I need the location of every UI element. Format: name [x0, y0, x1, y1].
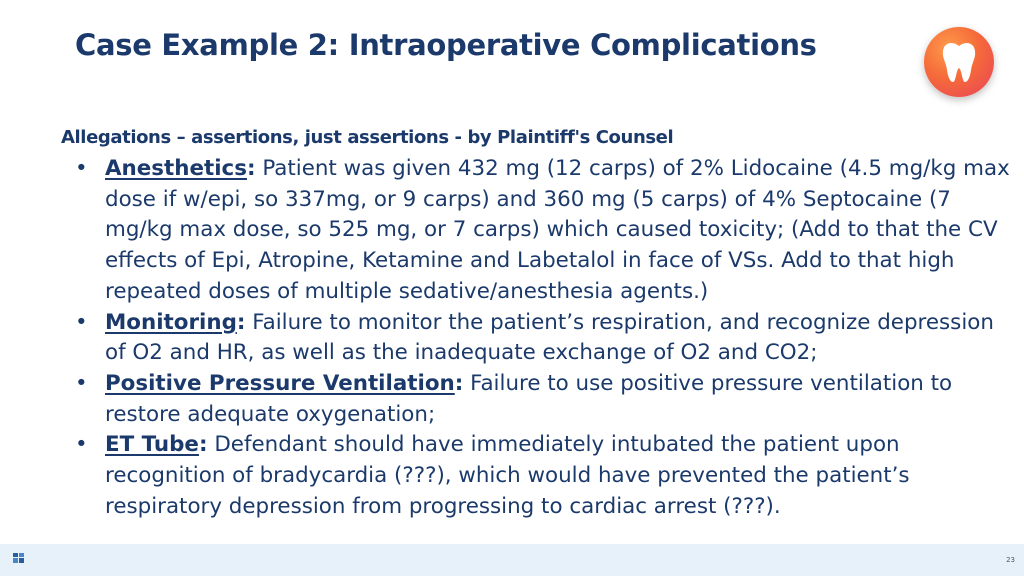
bullet-colon: :: [198, 432, 208, 458]
bullet-term: Positive Pressure Ventilation: [105, 370, 455, 396]
allegations-subheading: Allegations – assertions, just assertions - by Plaintiff's Counsel: [61, 127, 674, 148]
bullet-positive-pressure-ventilation: [75, 369, 1015, 430]
bullet-text: Failure to monitor the patient’s respiration, and recognize depression of O2 and HR, as well as the inadequate exchange of O2 and CO2;: [105, 309, 994, 366]
bullet-term: Monitoring: [105, 309, 237, 335]
bullet-text: Patient was given 432 mg (12 carps) of 2% Lidocaine (4.5 mg/kg max dose if w/epi, so 337mg, or 9 carps) and 360 mg (5 carps) of 4% Septocaine (7 mg/kg max dose, so 525 mg, or 7 carps) which caused toxicity; (Add to that the CV effects of Epi, Atropine, Ketamine and Labetalol in face of VSs. Add to that high repeated doses of multiple sedative/anesthesia agents.): [105, 156, 1010, 304]
bullet-et-tube: [75, 430, 1015, 522]
bullet-text: Failure to use positive pressure ventilation to restore adequate oxygenation;: [105, 370, 953, 427]
bullet-text: Defendant should have immediately intubated the patient upon recognition of bradycardia (???), which would have prevented the patient’s respiratory depression from progressing to cardiac arrest (???).: [105, 432, 910, 519]
logo: [924, 27, 994, 97]
bullet-monitoring: [75, 308, 1015, 369]
page-number: 23: [1006, 556, 1015, 564]
grid-icon[interactable]: [13, 553, 24, 563]
bullet-colon: :: [246, 156, 256, 181]
bullet-term: Anesthetics: [105, 156, 247, 181]
bullet-colon: :: [454, 370, 464, 396]
bullet-anesthetics: [75, 154, 1015, 308]
tooth-icon: [939, 40, 979, 84]
bullet-term: ET Tube: [105, 432, 199, 458]
bullet-colon: :: [236, 309, 246, 335]
slide-title: Case Example 2: Intraoperative Complications: [75, 28, 817, 62]
footer-bar: [0, 544, 1024, 576]
allegations-list: [75, 154, 1015, 522]
